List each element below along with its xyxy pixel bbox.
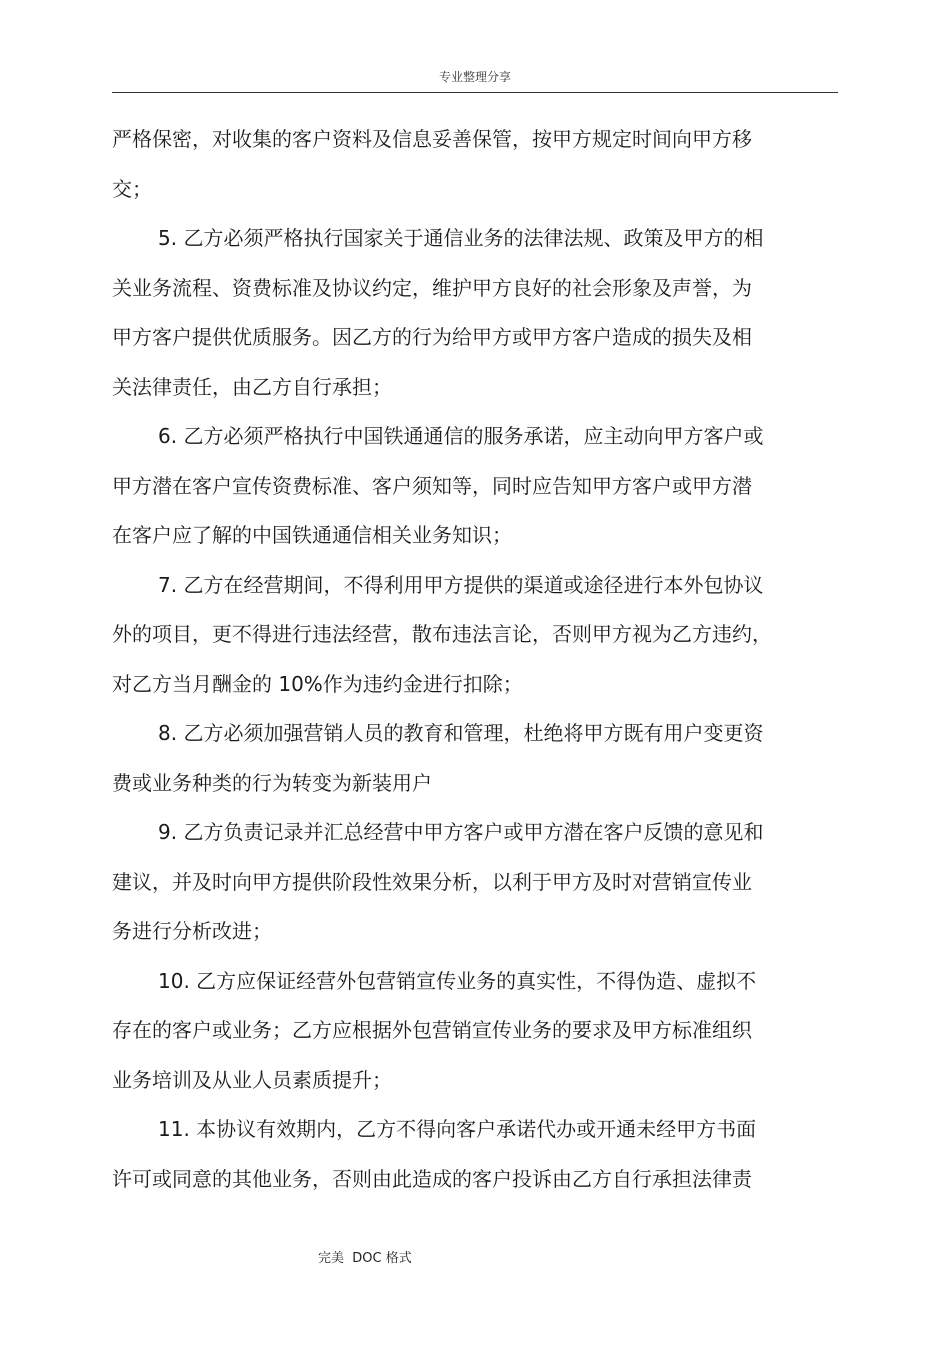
text-line: 5. 乙方必须严格执行国家关于通信业务的法律法规、政策及甲方的相 xyxy=(158,226,764,250)
text-line: 许可或同意的其他业务，否则由此造成的客户投诉由乙方自行承担法律责 xyxy=(112,1166,752,1191)
text-line: 费或业务种类的行为转变为新装用户 xyxy=(112,770,432,795)
text-line: 11. 本协议有效期内，乙方不得向客户承诺代办或开通未经甲方书面 xyxy=(158,1117,757,1141)
text-line: 对乙方当月酬金的 10%作为违约金进行扣除； xyxy=(112,671,523,696)
text-line: 建议，并及时向甲方提供阶段性效果分析，以利于甲方及时对营销宣传业 xyxy=(112,869,752,894)
text-line: 务进行分析改进； xyxy=(112,919,272,943)
header-text: 专业整理分享 xyxy=(438,70,511,84)
text-line: 8. 乙方必须加强营销人员的教育和管理，杜绝将甲方既有用户变更资 xyxy=(158,721,764,745)
text-line: 关法律责任，由乙方自行承担； xyxy=(112,374,392,399)
text-line: 严格保密，对收集的客户资料及信息妥善保管，按甲方规定时间向甲方移 xyxy=(112,127,752,151)
text-line: 7. 乙方在经营期间，不得利用甲方提供的渠道或途径进行本外包协议 xyxy=(158,572,764,597)
text-line: 业务培训及从业人员素质提升； xyxy=(112,1067,392,1092)
text-line: 甲方客户提供优质服务。因乙方的行为给甲方或甲方客户造成的损失及相 xyxy=(112,325,752,349)
page-header xyxy=(112,66,838,93)
text-line: 10. 乙方应保证经营外包营销宣传业务的真实性，不得伪造、虚拟不 xyxy=(158,968,757,993)
text-line: 9. 乙方负责记录并汇总经营中甲方客户或甲方潜在客户反馈的意见和 xyxy=(158,820,764,844)
text-line: 6. 乙方必须严格执行中国铁通通信的服务承诺，应主动向甲方客户或 xyxy=(158,424,764,448)
text-line: 外的项目，更不得进行违法经营，散布违法言论，否则甲方视为乙方违约， xyxy=(112,622,772,646)
text-line: 甲方潜在客户宣传资费标准、客户须知等，同时应告知甲方客户或甲方潜 xyxy=(112,473,752,498)
document-body xyxy=(112,115,802,1204)
text-line: 关业务流程、资费标准及协议约定，维护甲方良好的社会形象及声誉，为 xyxy=(112,275,752,300)
text-line: 在客户应了解的中国铁通通信相关业务知识； xyxy=(112,523,512,547)
text-line: 存在的客户或业务；乙方应根据外包营销宣传业务的要求及甲方标准组织 xyxy=(112,1018,752,1042)
text-line: 交； xyxy=(112,176,152,201)
page-footer: 完美 DOC 格式 xyxy=(318,1251,412,1266)
